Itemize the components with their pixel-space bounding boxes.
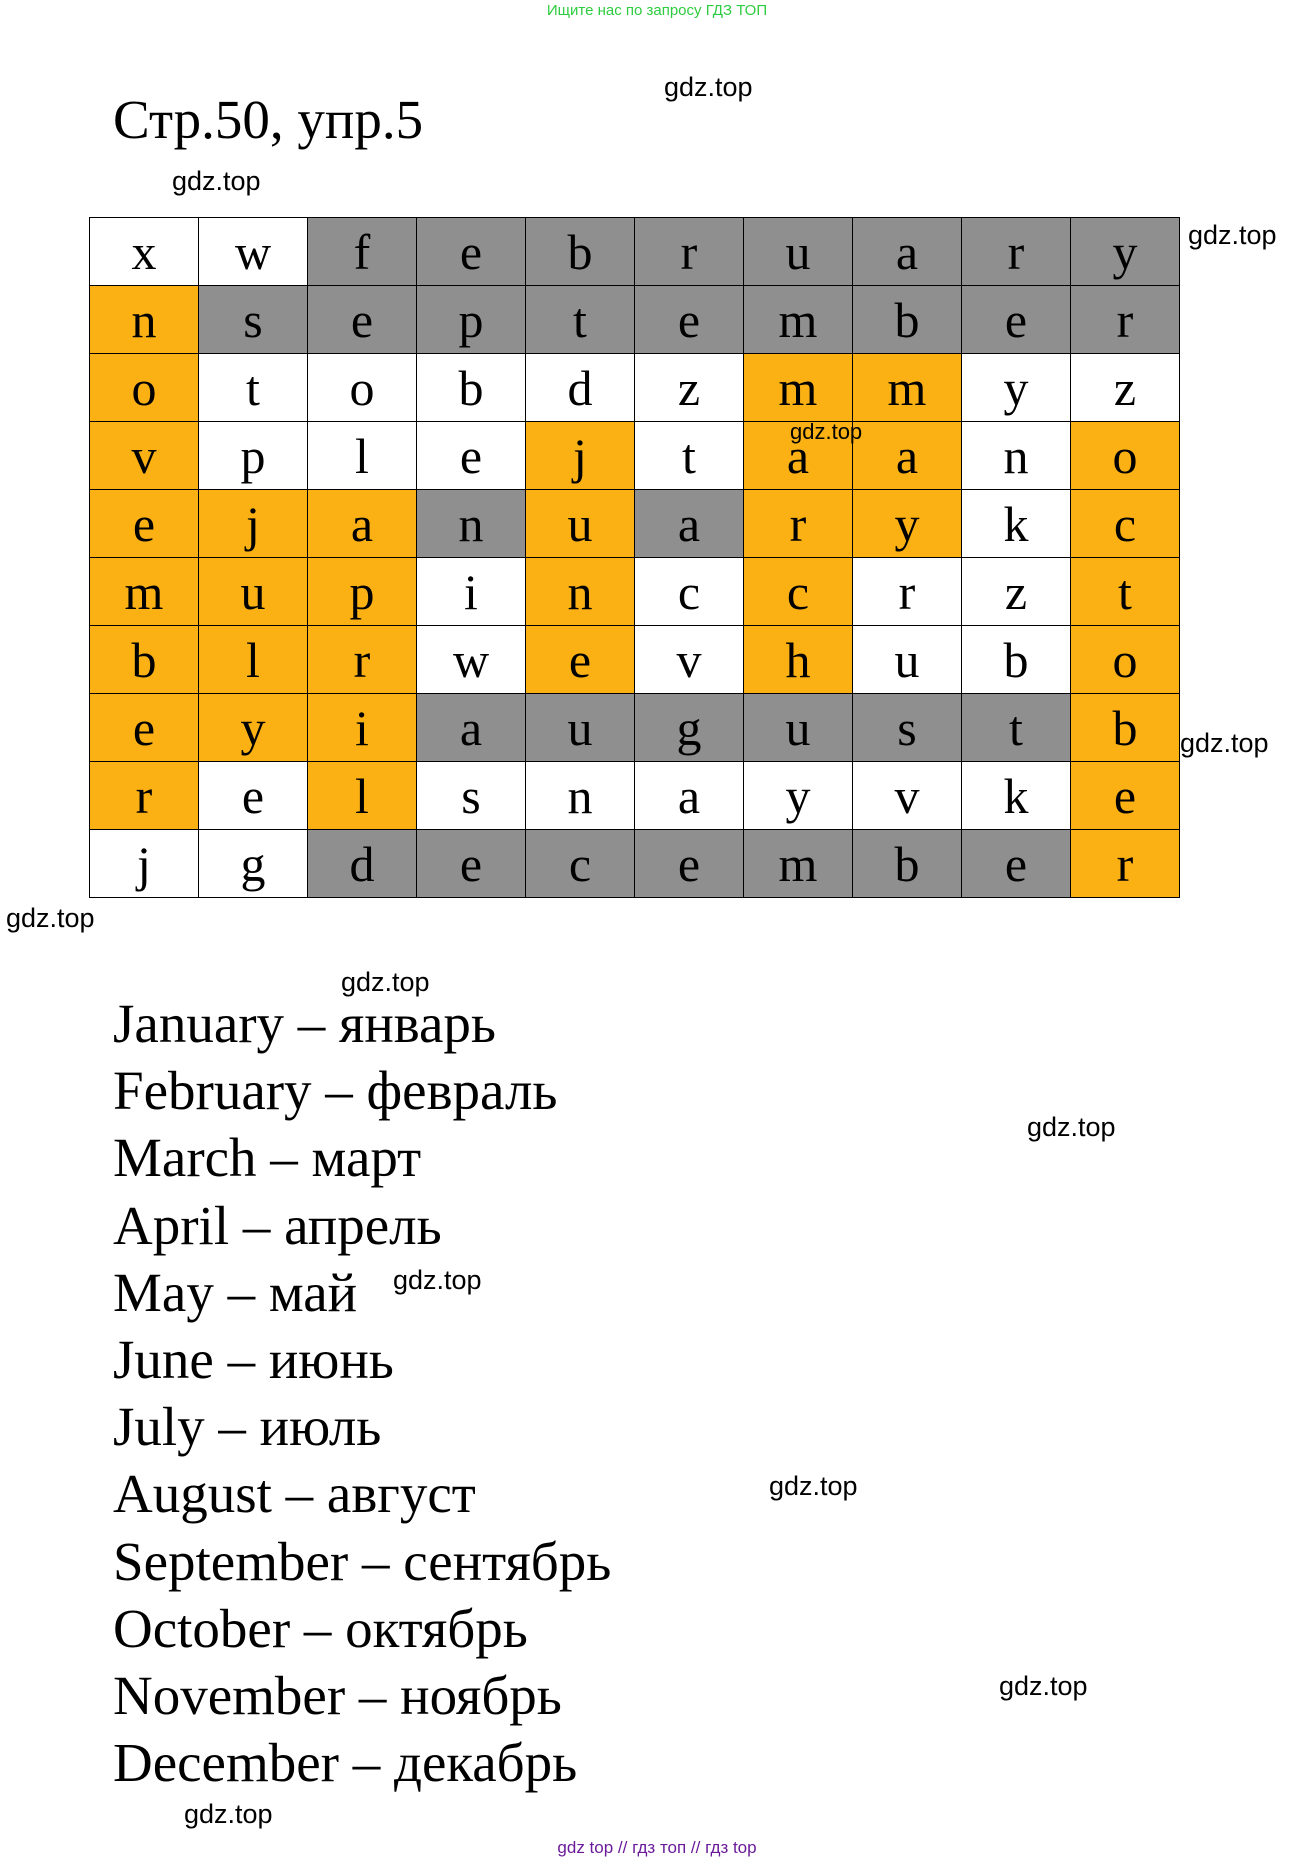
watermark: gdz.top	[184, 1799, 273, 1829]
grid-row	[90, 694, 1180, 762]
grid-cell: a	[853, 218, 962, 286]
grid-cell: g	[199, 830, 308, 898]
grid-cell: c	[1071, 490, 1180, 558]
grid-cell: e	[635, 286, 744, 354]
grid-cell: v	[635, 626, 744, 694]
grid-cell: a	[635, 762, 744, 830]
watermark: gdz.top	[341, 967, 430, 997]
grid-cell: d	[526, 354, 635, 422]
grid-cell: b	[417, 354, 526, 422]
grid-cell: j	[526, 422, 635, 490]
watermark: gdz.top	[172, 166, 261, 196]
grid-cell: u	[526, 490, 635, 558]
footer-text: gdz top // гдз топ // гдз top	[557, 1838, 757, 1857]
grid-cell: y	[1071, 218, 1180, 286]
grid-row	[90, 354, 1180, 422]
list-item: June – июнь	[113, 1328, 394, 1390]
grid-cell: p	[417, 286, 526, 354]
list-item: February – февраль	[113, 1060, 558, 1122]
grid-cell: a	[308, 490, 417, 558]
watermark: gdz.top	[1188, 220, 1277, 250]
grid-cell: y	[853, 490, 962, 558]
grid-cell: r	[962, 218, 1071, 286]
grid-cell: t	[526, 286, 635, 354]
grid-row	[90, 558, 1180, 626]
grid-cell: x	[90, 218, 199, 286]
grid-cell: b	[1071, 694, 1180, 762]
grid-cell: u	[744, 694, 853, 762]
grid-cell: u	[853, 626, 962, 694]
grid-cell: o	[308, 354, 417, 422]
grid-cell: k	[962, 762, 1071, 830]
grid-cell: r	[635, 218, 744, 286]
grid-cell: e	[526, 626, 635, 694]
grid-cell: g	[635, 694, 744, 762]
grid-cell: m	[853, 354, 962, 422]
grid-cell: f	[308, 218, 417, 286]
grid-cell: t	[962, 694, 1071, 762]
grid-cell: p	[308, 558, 417, 626]
grid-cell: c	[744, 558, 853, 626]
grid-cell: l	[199, 626, 308, 694]
watermark: gdz.top	[999, 1671, 1088, 1701]
grid-cell: y	[199, 694, 308, 762]
grid-cell: r	[308, 626, 417, 694]
grid-cell: r	[1071, 286, 1180, 354]
grid-cell: m	[744, 830, 853, 898]
grid-cell: e	[417, 218, 526, 286]
grid-cell: e	[90, 694, 199, 762]
grid-row	[90, 218, 1180, 286]
grid-row	[90, 286, 1180, 354]
grid-cell: a	[417, 694, 526, 762]
grid-cell: c	[635, 558, 744, 626]
watermark: gdz.top	[769, 1471, 858, 1501]
grid-cell: j	[90, 830, 199, 898]
grid-cell: b	[526, 218, 635, 286]
grid-cell: e	[199, 762, 308, 830]
grid-cell: c	[526, 830, 635, 898]
grid-cell: s	[199, 286, 308, 354]
grid-cell: e	[417, 422, 526, 490]
grid-cell: r	[1071, 830, 1180, 898]
grid-cell: h	[744, 626, 853, 694]
grid-cell: n	[417, 490, 526, 558]
grid-cell: e	[962, 286, 1071, 354]
watermark: gdz.top	[1027, 1112, 1116, 1142]
list-item: April – апрель	[113, 1194, 442, 1256]
page-title: Стр.50, упр.5	[113, 89, 424, 150]
grid-cell: l	[308, 422, 417, 490]
grid-cell: m	[744, 286, 853, 354]
list-item: May – май	[113, 1261, 358, 1323]
grid-cell: o	[90, 354, 199, 422]
watermark: gdz.top	[664, 72, 753, 102]
list-item: December – декабрь	[113, 1732, 578, 1794]
grid-cell: t	[1071, 558, 1180, 626]
grid-cell: z	[962, 558, 1071, 626]
grid-cell: l	[308, 762, 417, 830]
grid-cell: r	[90, 762, 199, 830]
grid-cell: w	[417, 626, 526, 694]
grid-cell: k	[962, 490, 1071, 558]
grid-row	[90, 830, 1180, 898]
grid-cell: u	[199, 558, 308, 626]
top-banner: Ищите нас по запросу ГДЗ ТОП	[546, 2, 768, 19]
grid-cell: o	[1071, 626, 1180, 694]
watermark: gdz.top	[790, 419, 863, 444]
list-item: January – январь	[113, 993, 497, 1054]
grid-cell: e	[635, 830, 744, 898]
grid-cell: w	[199, 218, 308, 286]
grid-row	[90, 422, 1180, 490]
grid-cell: a	[853, 422, 962, 490]
grid-cell: m	[744, 354, 853, 422]
watermark: gdz.top	[393, 1265, 482, 1295]
watermark: gdz.top	[1180, 728, 1269, 758]
grid-cell: e	[417, 830, 526, 898]
list-item: July – июль	[113, 1396, 382, 1458]
grid-cell: b	[853, 830, 962, 898]
grid-cell: e	[1071, 762, 1180, 830]
grid-cell: z	[635, 354, 744, 422]
list-item: March – март	[113, 1127, 422, 1189]
grid-cell: r	[853, 558, 962, 626]
grid-cell: e	[308, 286, 417, 354]
grid-cell: t	[635, 422, 744, 490]
grid-cell: n	[962, 422, 1071, 490]
grid-cell: v	[853, 762, 962, 830]
grid-cell: m	[90, 558, 199, 626]
grid-cell: u	[744, 218, 853, 286]
grid-cell: i	[308, 694, 417, 762]
grid-cell: s	[417, 762, 526, 830]
word-search-grid	[89, 217, 1180, 898]
grid-cell: v	[90, 422, 199, 490]
grid-row	[90, 762, 1180, 830]
grid-cell: y	[962, 354, 1071, 422]
grid-cell: o	[1071, 422, 1180, 490]
grid-row	[90, 490, 1180, 558]
grid-cell: t	[199, 354, 308, 422]
grid-cell: e	[90, 490, 199, 558]
grid-cell: s	[853, 694, 962, 762]
grid-cell: z	[1071, 354, 1180, 422]
grid-cell: p	[199, 422, 308, 490]
month-list	[113, 990, 611, 1796]
grid-cell: b	[90, 626, 199, 694]
grid-row	[90, 626, 1180, 694]
list-item: September – сентябрь	[113, 1530, 612, 1592]
grid-cell: n	[90, 286, 199, 354]
grid-cell: d	[308, 830, 417, 898]
grid-cell: u	[526, 694, 635, 762]
grid-cell: e	[962, 830, 1071, 898]
grid-cell: a	[744, 422, 853, 490]
grid-cell: i	[417, 558, 526, 626]
grid-cell: b	[962, 626, 1071, 694]
list-item: October – октябрь	[113, 1597, 528, 1659]
grid-cell: y	[744, 762, 853, 830]
watermark: gdz.top	[6, 903, 95, 933]
list-item: August – август	[113, 1463, 476, 1525]
list-item: November – ноябрь	[113, 1664, 562, 1726]
grid-cell: n	[526, 762, 635, 830]
grid-cell: r	[744, 490, 853, 558]
grid-cell: b	[853, 286, 962, 354]
grid-cell: j	[199, 490, 308, 558]
grid-cell: a	[635, 490, 744, 558]
grid-cell: n	[526, 558, 635, 626]
